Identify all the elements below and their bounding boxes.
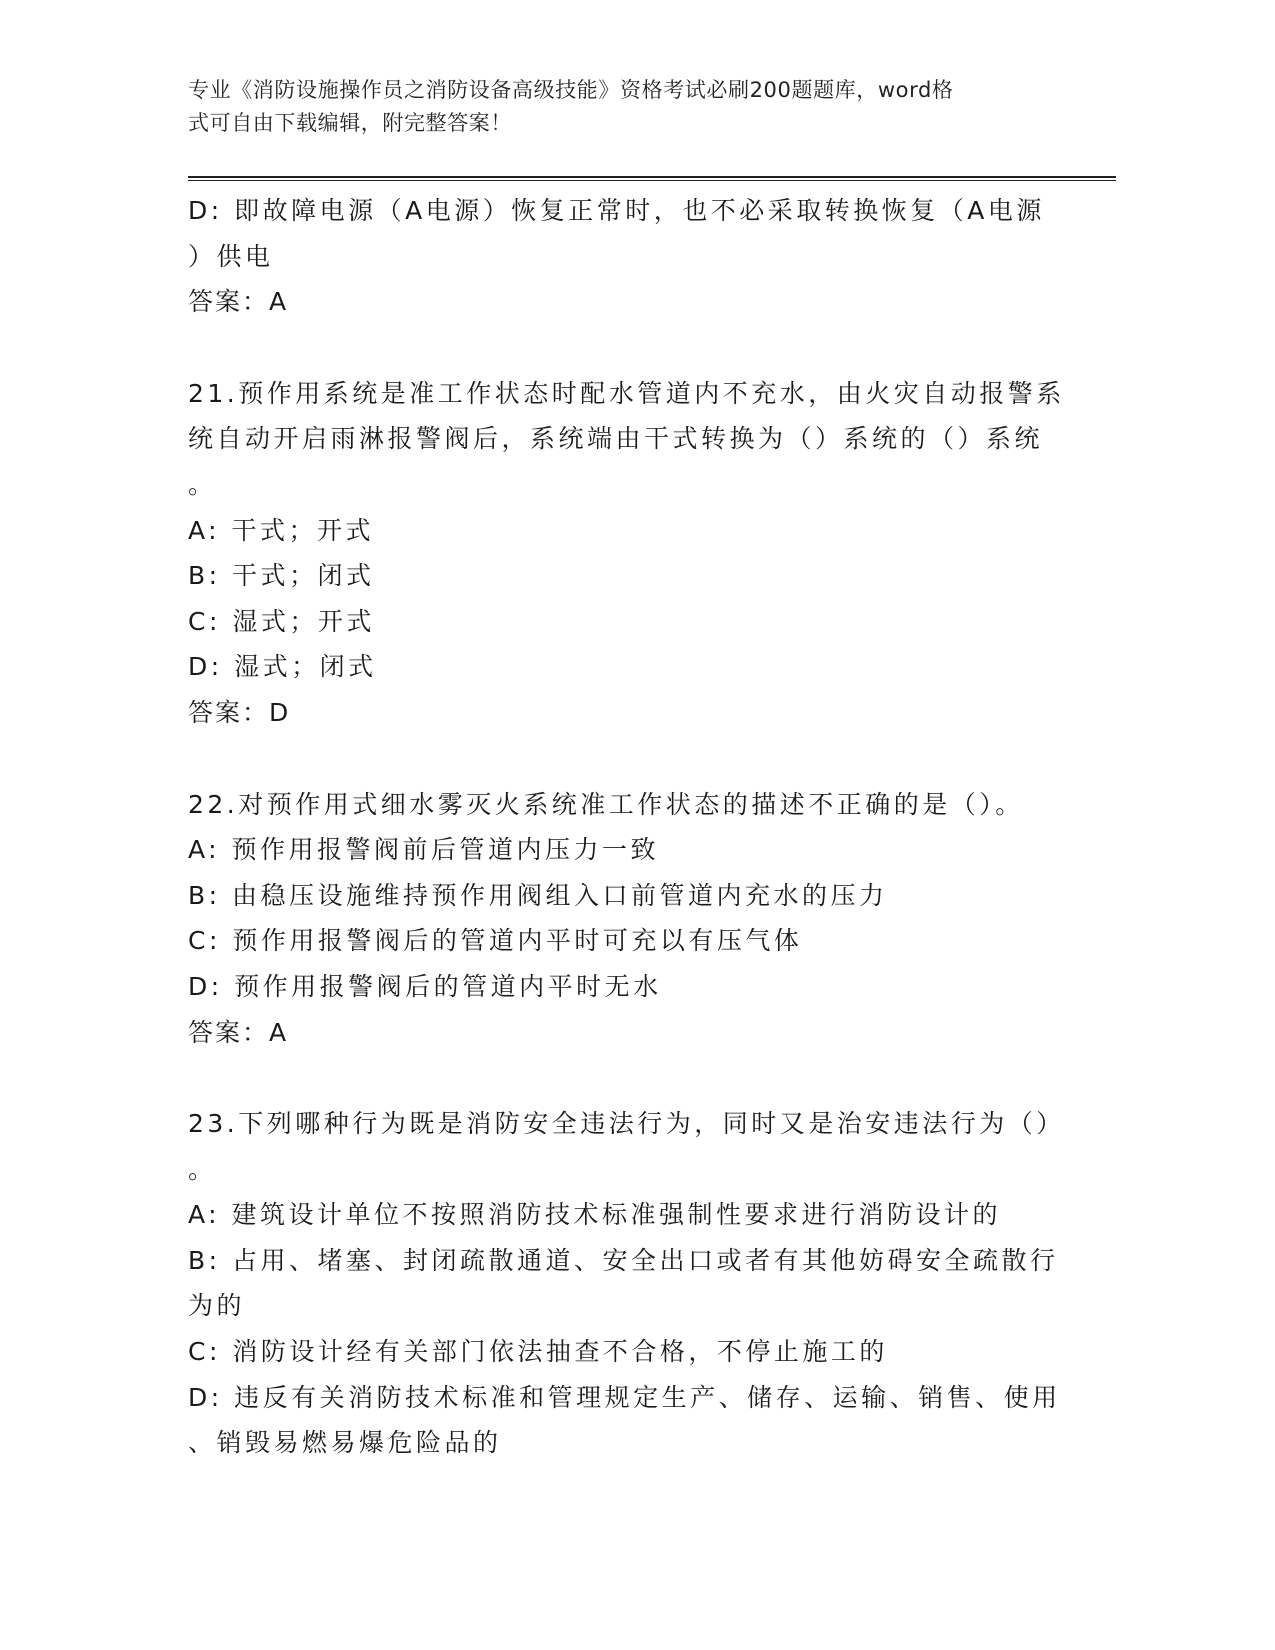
answer: 答案：A (188, 287, 289, 317)
spacer (188, 736, 1108, 782)
answer: 答案：A (188, 1017, 289, 1047)
option-d-continued: ）供电 (188, 241, 274, 271)
question-stem-continued: 统自动开启雨淋报警阀后，系统端由干式转换为（）系统的（）系统 (188, 424, 1044, 454)
question-23 (188, 1101, 1108, 1466)
spacer (188, 325, 1108, 371)
option-d: D: 湿式；闭式 (188, 652, 377, 682)
header-divider (188, 176, 1116, 181)
option-a: A: 预作用报警阀前后管道内压力一致 (188, 835, 660, 865)
option-b: B: 干式；闭式 (188, 561, 375, 591)
previous-question-tail (188, 188, 1108, 325)
option-b: B: 由稳压设施维持预作用阀组入口前管道内充水的压力 (188, 880, 888, 910)
option-c: C: 消防设计经有关部门依法抽查不合格，不停止施工的 (188, 1337, 888, 1367)
option-c: C: 预作用报警阀后的管道内平时可充以有压气体 (188, 926, 803, 956)
header-title-line-2: 式可自由下载编辑，附完整答案！ (188, 111, 512, 135)
option-d-continued: 、销毁易燃易爆危险品的 (188, 1428, 502, 1458)
option-a: A: 干式；开式 (188, 515, 375, 545)
question-21 (188, 371, 1108, 736)
question-stem-continued: 。 (188, 1154, 217, 1184)
question-stem: 22.对预作用式细水雾灭火系统准工作状态的描述不正确的是（）。 (188, 789, 1024, 819)
question-content (188, 188, 1108, 1466)
question-stem-continued: 。 (188, 469, 217, 499)
spacer (188, 1055, 1108, 1101)
option-a: A: 建筑设计单位不按照消防技术标准强制性要求进行消防设计的 (188, 1200, 1002, 1230)
option-d: D: 即故障电源（A电源）恢复正常时，也不必采取转换恢复（A电源 (188, 196, 1045, 225)
option-c: C: 湿式；开式 (188, 606, 375, 636)
option-b: B: 占用、堵塞、封闭疏散通道、安全出口或者有其他妨碍安全疏散行 (188, 1245, 1059, 1275)
header-title-line-1: 专业《消防设施操作员之消防设备高级技能》资格考试必刷200题题库，word格 (188, 78, 954, 102)
question-stem: 23.下列哪种行为既是消防安全违法行为，同时又是治安违法行为（） (188, 1109, 1065, 1139)
option-b-continued: 为的 (188, 1291, 246, 1321)
option-d: D: 违反有关消防技术标准和管理规定生产、储存、运输、销售、使用 (188, 1382, 1061, 1412)
question-stem: 21.预作用系统是准工作状态时配水管道内不充水，由火灾自动报警系 (188, 378, 1065, 408)
answer: 答案：D (188, 697, 291, 727)
question-22 (188, 782, 1108, 1056)
option-d: D: 预作用报警阀后的管道内平时无水 (188, 971, 662, 1001)
page-header (188, 74, 1068, 140)
